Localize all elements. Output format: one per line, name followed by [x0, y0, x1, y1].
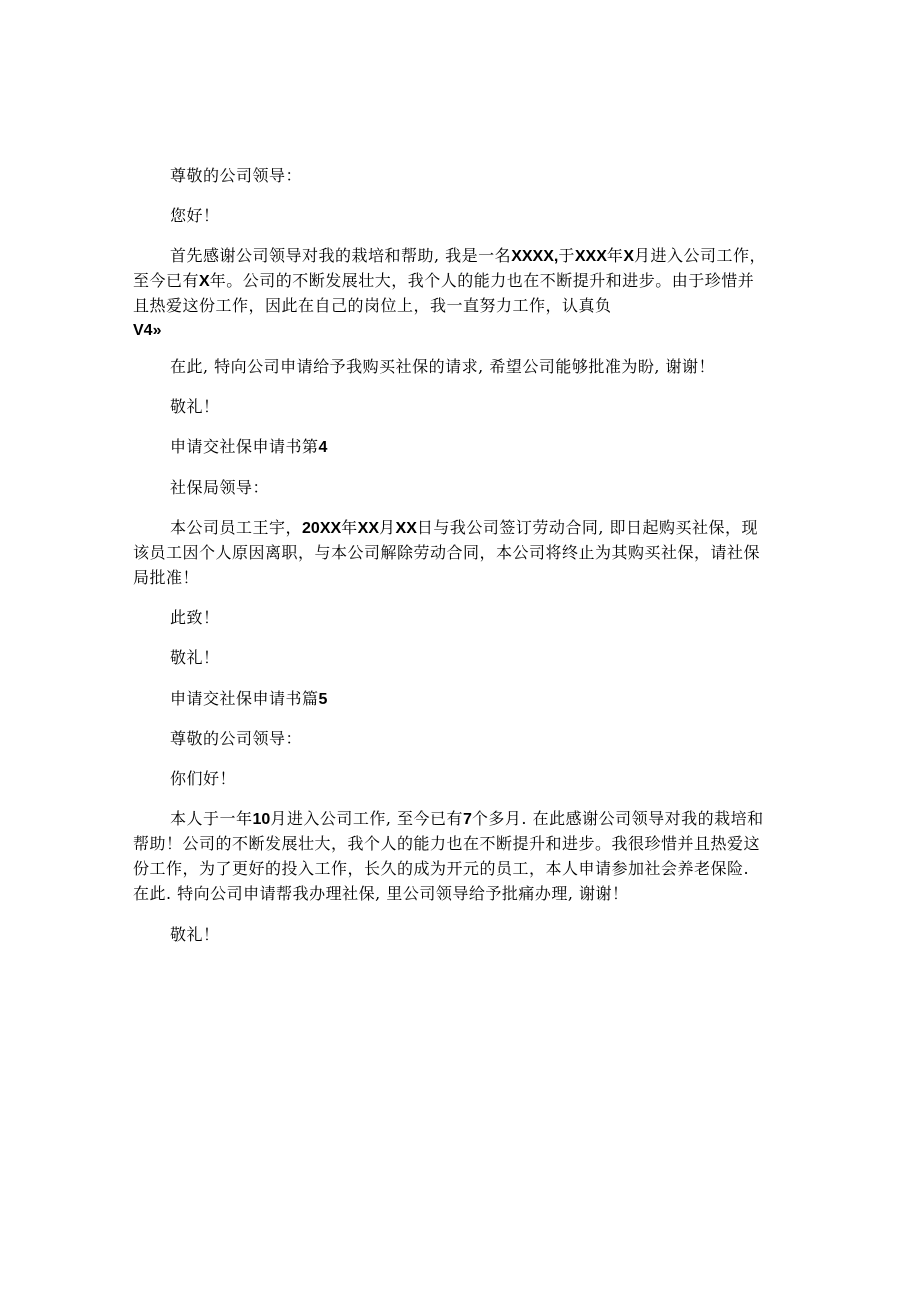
- placeholder-text: XX: [395, 520, 417, 537]
- salutation: 尊敬的公司领导：: [170, 729, 303, 748]
- text-run: 年。公司的不断发展壮大，我个人的能力也在不断提升和进步。由于珍惜并: [209, 271, 755, 290]
- body-paragraph-line: [170, 518, 758, 539]
- text-run: 年: [341, 518, 358, 537]
- greeting: 您好！: [170, 206, 220, 225]
- body-paragraph-line: 份工作，为了更好的投入工作，长久的成为开元的员工，本人申请参加社会养老保险.: [133, 859, 750, 878]
- body-paragraph-line: 帮助！公司的不断发展壮大，我个人的能力也在不断提升和进步。我很珍惜并且热爱这: [133, 834, 761, 853]
- text-run: 月进入公司工作，: [634, 246, 767, 265]
- body-paragraph-line: 且热爱这份工作，因此在自己的岗位上，我一直努力工作，认真负: [133, 296, 612, 315]
- closing: 敬礼！: [170, 925, 220, 944]
- title-text: 申请交社保申请书篇: [170, 689, 319, 708]
- text-run: 个多月. 在此感谢公司领导对我的栽培和: [471, 809, 764, 828]
- body-paragraph-line: 局批准！: [133, 568, 200, 587]
- text-run: 日与我公司签订劳动合同, 即日起购买社保，现: [416, 518, 759, 537]
- placeholder-text: XXXX,: [511, 248, 559, 265]
- text-run: 年: [606, 246, 624, 265]
- placeholder-text: X: [199, 273, 210, 290]
- text-run: 至今已有: [133, 271, 200, 290]
- greeting: 你们好！: [170, 769, 237, 788]
- placeholder-text: XX: [357, 520, 380, 537]
- title-number: 5: [318, 691, 328, 708]
- placeholder-text: X: [623, 248, 635, 265]
- body-paragraph-line: [170, 246, 766, 267]
- title-number: 4: [318, 439, 328, 456]
- section-title: [170, 437, 327, 458]
- placeholder-text: XXX: [574, 248, 607, 265]
- garbled-text: V4»: [133, 322, 162, 339]
- body-paragraph-line: 该员工因个人原因离职，与本公司解除劳动合同，本公司将终止为其购买社保，请社保: [133, 543, 761, 562]
- closing: 敬礼！: [170, 648, 220, 667]
- section-title: [170, 689, 327, 710]
- text-run: 于: [558, 246, 575, 265]
- body-paragraph-line: 在此. 特向公司申请帮我办理社保, 里公司领导给予批痛办理, 谢谢！: [133, 884, 629, 903]
- placeholder-text: 20XX: [302, 520, 342, 537]
- text-run: 本公司员工王宇，: [170, 518, 303, 537]
- request-line: 在此, 特向公司申请给予我购买社保的请求, 希望公司能够批准为盼, 谢谢！: [170, 357, 716, 376]
- placeholder-text: 10: [252, 811, 271, 828]
- body-paragraph-line: [133, 271, 754, 292]
- body-paragraph-line: [170, 809, 764, 830]
- closing: 敬礼！: [170, 397, 220, 416]
- placeholder-text: 7: [463, 811, 472, 828]
- text-run: 月: [379, 518, 396, 537]
- text-run: 本人于一年: [170, 809, 253, 828]
- title-text: 申请交社保申请书第: [170, 437, 319, 456]
- text-run: 月进入公司工作, 至今已有: [270, 809, 463, 828]
- salutation: 尊敬的公司领导：: [170, 166, 303, 185]
- closing: 此致！: [170, 608, 220, 627]
- salutation: 社保局领导：: [170, 478, 270, 497]
- text-run: 首先感谢公司领导对我的栽培和帮助, 我是一名: [170, 246, 512, 265]
